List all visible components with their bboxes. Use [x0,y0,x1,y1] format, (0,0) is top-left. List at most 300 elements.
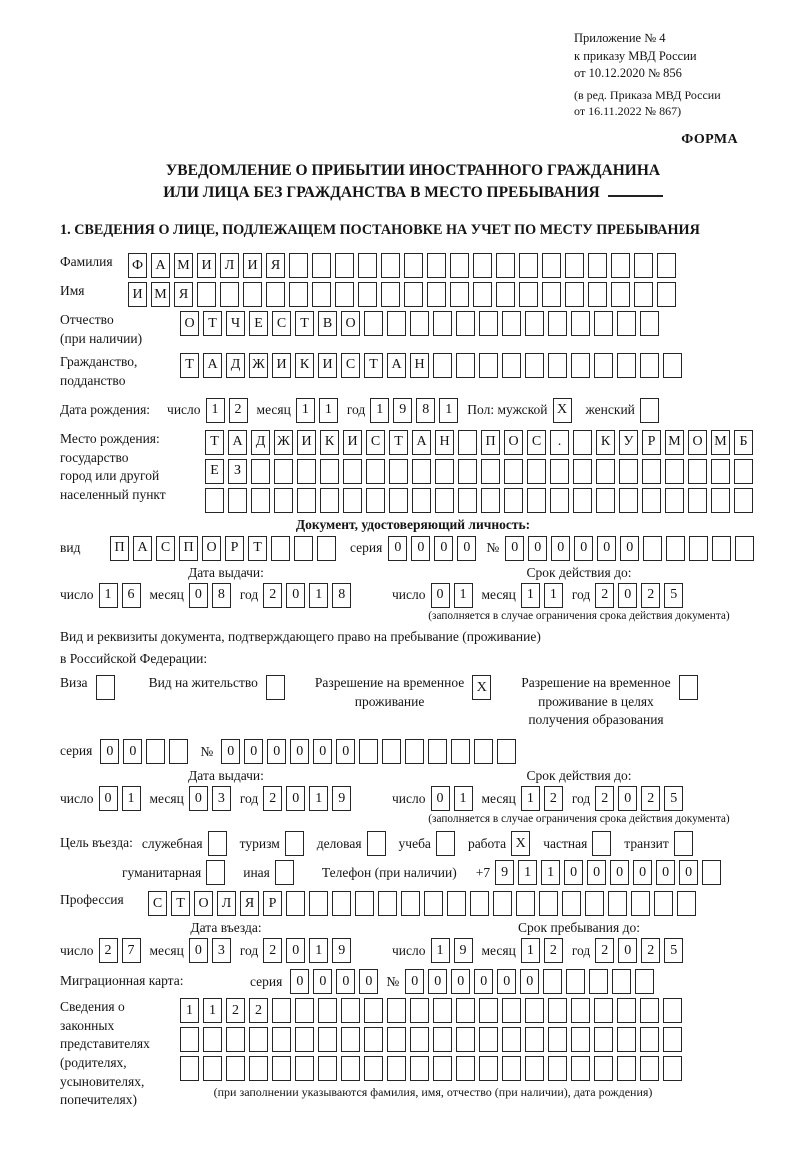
char-box[interactable]: 0 [620,536,639,561]
char-box[interactable] [657,253,676,278]
purpose-private-checkbox[interactable] [592,831,615,856]
char-box[interactable] [548,1056,567,1081]
char-box[interactable]: К [320,430,339,455]
char-box[interactable] [228,488,247,513]
char-box[interactable]: 1 [454,786,473,811]
char-box[interactable] [479,353,498,378]
char-box[interactable]: 8 [332,583,351,608]
char-box[interactable]: А [412,430,431,455]
char-box[interactable]: 8 [416,398,435,423]
char-box[interactable] [665,488,684,513]
char-box[interactable]: М [665,430,684,455]
char-box[interactable] [96,675,115,700]
char-box[interactable] [317,536,336,561]
patronymic-input[interactable] [180,311,663,336]
char-box[interactable]: 1 [544,583,563,608]
char-box[interactable] [617,998,636,1023]
char-box[interactable]: 0 [411,536,430,561]
char-box[interactable] [458,430,477,455]
char-box[interactable] [266,282,285,307]
char-box[interactable]: 0 [189,583,208,608]
char-box[interactable] [479,1027,498,1052]
char-box[interactable] [525,311,544,336]
char-box[interactable] [387,998,406,1023]
char-box[interactable]: Я [266,253,285,278]
char-box[interactable] [562,891,581,916]
char-box[interactable]: 2 [226,998,245,1023]
char-box[interactable]: О [194,891,213,916]
permit-issue-day-input[interactable] [99,786,145,811]
char-box[interactable]: К [295,353,314,378]
char-box[interactable]: 0 [388,536,407,561]
char-box[interactable] [405,739,424,764]
char-box[interactable] [433,353,452,378]
char-box[interactable] [286,891,305,916]
char-box[interactable] [456,1056,475,1081]
char-box[interactable] [410,1027,429,1052]
char-box[interactable] [433,311,452,336]
char-box[interactable] [643,536,662,561]
char-box[interactable]: 0 [633,860,652,885]
char-box[interactable]: 0 [528,536,547,561]
char-box[interactable] [566,969,585,994]
char-box[interactable]: 1 [296,398,315,423]
char-box[interactable] [410,311,429,336]
purpose-study-checkbox[interactable] [436,831,459,856]
char-box[interactable]: 0 [267,739,286,764]
char-box[interactable] [711,488,730,513]
char-box[interactable]: 0 [189,786,208,811]
char-box[interactable] [412,459,431,484]
char-box[interactable]: 7 [122,938,141,963]
char-box[interactable] [251,488,270,513]
char-box[interactable] [640,998,659,1023]
char-box[interactable] [634,282,653,307]
char-box[interactable]: М [711,430,730,455]
char-box[interactable] [640,353,659,378]
char-box[interactable] [588,282,607,307]
char-box[interactable] [249,1056,268,1081]
char-box[interactable]: А [151,253,170,278]
char-box[interactable]: Р [263,891,282,916]
char-box[interactable] [735,536,754,561]
char-box[interactable]: 0 [505,536,524,561]
char-box[interactable]: 0 [431,786,450,811]
char-box[interactable]: 5 [664,938,683,963]
char-box[interactable] [274,488,293,513]
migration-number-input[interactable] [405,969,658,994]
char-box[interactable] [594,998,613,1023]
char-box[interactable] [548,353,567,378]
char-box[interactable] [335,253,354,278]
char-box[interactable]: И [318,353,337,378]
char-box[interactable] [481,459,500,484]
char-box[interactable]: X [511,831,530,856]
char-box[interactable] [358,282,377,307]
char-box[interactable]: 5 [664,786,683,811]
char-box[interactable] [412,488,431,513]
char-box[interactable] [364,998,383,1023]
permit-number-input[interactable] [221,739,520,764]
char-box[interactable]: 2 [595,583,614,608]
char-box[interactable] [594,311,613,336]
char-box[interactable]: 2 [641,786,660,811]
char-box[interactable]: 2 [99,938,118,963]
char-box[interactable]: С [272,311,291,336]
char-box[interactable]: 0 [474,969,493,994]
char-box[interactable] [481,488,500,513]
char-box[interactable] [401,891,420,916]
char-box[interactable] [382,739,401,764]
char-box[interactable]: 0 [457,536,476,561]
char-box[interactable]: И [343,430,362,455]
char-box[interactable]: 0 [434,536,453,561]
char-box[interactable]: 1 [309,938,328,963]
char-box[interactable] [343,459,362,484]
char-box[interactable] [274,459,293,484]
char-box[interactable] [226,1027,245,1052]
char-box[interactable]: 0 [451,969,470,994]
char-box[interactable] [378,891,397,916]
char-box[interactable]: 2 [544,786,563,811]
char-box[interactable]: 0 [290,969,309,994]
char-box[interactable] [596,459,615,484]
char-box[interactable] [427,253,446,278]
char-box[interactable]: 0 [618,583,637,608]
char-box[interactable]: И [128,282,147,307]
char-box[interactable]: 6 [122,583,141,608]
char-box[interactable] [634,253,653,278]
char-box[interactable] [502,311,521,336]
char-box[interactable] [712,536,731,561]
char-box[interactable]: Н [435,430,454,455]
char-box[interactable]: П [481,430,500,455]
char-box[interactable] [663,1056,682,1081]
char-box[interactable] [497,739,516,764]
char-box[interactable] [519,282,538,307]
char-box[interactable] [318,1027,337,1052]
char-box[interactable]: X [472,675,491,700]
birth-place-row2-input[interactable] [205,459,757,484]
char-box[interactable]: 2 [263,786,282,811]
char-box[interactable] [571,1056,590,1081]
char-box[interactable]: 0 [313,739,332,764]
doc-valid-month-input[interactable] [521,583,567,608]
purpose-tourism-checkbox[interactable] [285,831,308,856]
char-box[interactable] [203,1056,222,1081]
doc-type-input[interactable] [110,536,340,561]
char-box[interactable] [539,891,558,916]
char-box[interactable] [543,969,562,994]
char-box[interactable] [341,998,360,1023]
char-box[interactable]: Д [251,430,270,455]
char-box[interactable] [548,311,567,336]
char-box[interactable]: 0 [597,536,616,561]
doc-valid-year-input[interactable] [595,583,687,608]
char-box[interactable] [571,353,590,378]
char-box[interactable]: 9 [393,398,412,423]
char-box[interactable] [243,282,262,307]
char-box[interactable]: С [527,430,546,455]
char-box[interactable]: 1 [370,398,389,423]
char-box[interactable]: О [504,430,523,455]
char-box[interactable] [525,998,544,1023]
char-box[interactable] [381,282,400,307]
char-box[interactable]: 0 [359,969,378,994]
char-box[interactable]: 0 [123,739,142,764]
char-box[interactable] [146,739,165,764]
char-box[interactable] [343,488,362,513]
char-box[interactable]: 9 [332,786,351,811]
char-box[interactable] [573,430,592,455]
char-box[interactable]: И [197,253,216,278]
char-box[interactable] [611,253,630,278]
char-box[interactable] [251,459,270,484]
purpose-transit-checkbox[interactable] [674,831,697,856]
char-box[interactable]: А [133,536,152,561]
char-box[interactable]: 1 [309,786,328,811]
char-box[interactable] [642,488,661,513]
char-box[interactable]: П [110,536,129,561]
char-box[interactable] [169,739,188,764]
char-box[interactable] [389,488,408,513]
char-box[interactable] [640,1056,659,1081]
char-box[interactable] [266,675,285,700]
char-box[interactable] [435,459,454,484]
char-box[interactable] [617,1056,636,1081]
char-box[interactable]: Л [217,891,236,916]
char-box[interactable] [458,488,477,513]
char-box[interactable]: У [619,430,638,455]
char-box[interactable]: З [228,459,247,484]
char-box[interactable]: Н [410,353,429,378]
char-box[interactable] [433,998,452,1023]
legal-reps-row3-input[interactable] [180,1056,686,1081]
char-box[interactable] [410,998,429,1023]
char-box[interactable] [571,998,590,1023]
char-box[interactable] [611,282,630,307]
char-box[interactable] [341,1027,360,1052]
char-box[interactable]: О [341,311,360,336]
char-box[interactable]: Р [642,430,661,455]
char-box[interactable] [433,1056,452,1081]
temp-residence-checkbox[interactable] [472,675,495,700]
char-box[interactable] [474,739,493,764]
doc-series-input[interactable] [388,536,480,561]
char-box[interactable]: 1 [521,583,540,608]
char-box[interactable] [318,998,337,1023]
char-box[interactable]: Е [249,311,268,336]
char-box[interactable] [289,282,308,307]
char-box[interactable] [294,536,313,561]
char-box[interactable]: Р [225,536,244,561]
purpose-business-checkbox[interactable] [367,831,390,856]
char-box[interactable] [359,739,378,764]
permit-issue-year-input[interactable] [263,786,355,811]
char-box[interactable] [527,459,546,484]
char-box[interactable] [550,488,569,513]
char-box[interactable]: 0 [431,583,450,608]
char-box[interactable] [341,1056,360,1081]
char-box[interactable]: 0 [336,969,355,994]
char-box[interactable] [588,253,607,278]
char-box[interactable]: 1 [180,998,199,1023]
char-box[interactable] [502,353,521,378]
char-box[interactable] [548,998,567,1023]
birth-place-row3-input[interactable] [205,488,757,513]
visa-checkbox[interactable] [96,675,119,700]
char-box[interactable]: 0 [679,860,698,885]
char-box[interactable]: П [179,536,198,561]
char-box[interactable] [617,311,636,336]
char-box[interactable] [295,998,314,1023]
char-box[interactable]: 1 [521,938,540,963]
stay-day-input[interactable] [431,938,477,963]
char-box[interactable]: Ч [226,311,245,336]
char-box[interactable] [573,488,592,513]
char-box[interactable] [612,969,631,994]
char-box[interactable] [596,488,615,513]
char-box[interactable] [542,253,561,278]
char-box[interactable] [470,891,489,916]
char-box[interactable]: 1 [206,398,225,423]
char-box[interactable] [594,353,613,378]
char-box[interactable]: М [151,282,170,307]
char-box[interactable] [433,1027,452,1052]
char-box[interactable]: Я [174,282,193,307]
char-box[interactable]: 0 [221,739,240,764]
char-box[interactable]: Т [364,353,383,378]
char-box[interactable] [619,488,638,513]
char-box[interactable] [320,459,339,484]
char-box[interactable]: Т [389,430,408,455]
char-box[interactable] [608,891,627,916]
char-box[interactable]: 1 [99,583,118,608]
char-box[interactable] [404,253,423,278]
char-box[interactable] [366,459,385,484]
char-box[interactable] [180,1027,199,1052]
char-box[interactable] [516,891,535,916]
char-box[interactable] [208,831,227,856]
char-box[interactable]: 0 [99,786,118,811]
sex-female-checkbox[interactable] [640,398,663,423]
char-box[interactable] [364,1027,383,1052]
char-box[interactable] [197,282,216,307]
char-box[interactable] [424,891,443,916]
char-box[interactable] [502,998,521,1023]
char-box[interactable]: 1 [521,786,540,811]
birth-month-input[interactable] [296,398,342,423]
char-box[interactable] [318,1056,337,1081]
char-box[interactable]: И [243,253,262,278]
char-box[interactable]: 0 [587,860,606,885]
char-box[interactable] [679,675,698,700]
char-box[interactable]: 0 [656,860,675,885]
char-box[interactable]: И [272,353,291,378]
char-box[interactable] [688,459,707,484]
char-box[interactable] [404,282,423,307]
char-box[interactable] [364,311,383,336]
char-box[interactable] [447,891,466,916]
char-box[interactable] [381,253,400,278]
stay-year-input[interactable] [595,938,687,963]
char-box[interactable]: 0 [551,536,570,561]
char-box[interactable] [479,998,498,1023]
given-name-input[interactable] [128,282,680,307]
char-box[interactable] [289,253,308,278]
char-box[interactable] [458,459,477,484]
char-box[interactable] [473,282,492,307]
char-box[interactable] [272,998,291,1023]
surname-input[interactable] [128,253,680,278]
char-box[interactable]: 0 [564,860,583,885]
char-box[interactable] [525,353,544,378]
char-box[interactable] [297,459,316,484]
char-box[interactable]: 1 [454,583,473,608]
char-box[interactable]: 0 [405,969,424,994]
char-box[interactable]: 1 [439,398,458,423]
profession-input[interactable] [148,891,700,916]
char-box[interactable] [387,1027,406,1052]
char-box[interactable] [674,831,693,856]
char-box[interactable] [677,891,696,916]
char-box[interactable] [226,1056,245,1081]
char-box[interactable] [435,488,454,513]
char-box[interactable] [285,831,304,856]
char-box[interactable] [312,253,331,278]
doc-issue-month-input[interactable] [189,583,235,608]
char-box[interactable]: К [596,430,615,455]
char-box[interactable] [631,891,650,916]
char-box[interactable]: 0 [313,969,332,994]
char-box[interactable]: Т [295,311,314,336]
char-box[interactable]: Т [180,353,199,378]
char-box[interactable]: 0 [100,739,119,764]
char-box[interactable]: 2 [641,583,660,608]
char-box[interactable]: 2 [595,786,614,811]
char-box[interactable]: 3 [212,938,231,963]
char-box[interactable]: А [228,430,247,455]
char-box[interactable] [663,353,682,378]
char-box[interactable]: Т [203,311,222,336]
char-box[interactable] [617,353,636,378]
permit-series-input[interactable] [100,739,192,764]
char-box[interactable] [642,459,661,484]
permit-issue-month-input[interactable] [189,786,235,811]
char-box[interactable] [592,831,611,856]
char-box[interactable]: 1 [203,998,222,1023]
char-box[interactable]: Е [205,459,224,484]
char-box[interactable] [364,1056,383,1081]
char-box[interactable] [206,860,225,885]
char-box[interactable]: Л [220,253,239,278]
char-box[interactable] [734,488,753,513]
char-box[interactable]: С [156,536,175,561]
char-box[interactable] [617,1027,636,1052]
char-box[interactable] [473,253,492,278]
char-box[interactable]: 2 [641,938,660,963]
char-box[interactable]: В [318,311,337,336]
char-box[interactable]: А [203,353,222,378]
permit-valid-month-input[interactable] [521,786,567,811]
char-box[interactable]: 0 [244,739,263,764]
char-box[interactable] [275,860,294,885]
char-box[interactable] [619,459,638,484]
char-box[interactable] [427,282,446,307]
char-box[interactable]: 0 [520,969,539,994]
char-box[interactable]: 9 [454,938,473,963]
char-box[interactable] [657,282,676,307]
